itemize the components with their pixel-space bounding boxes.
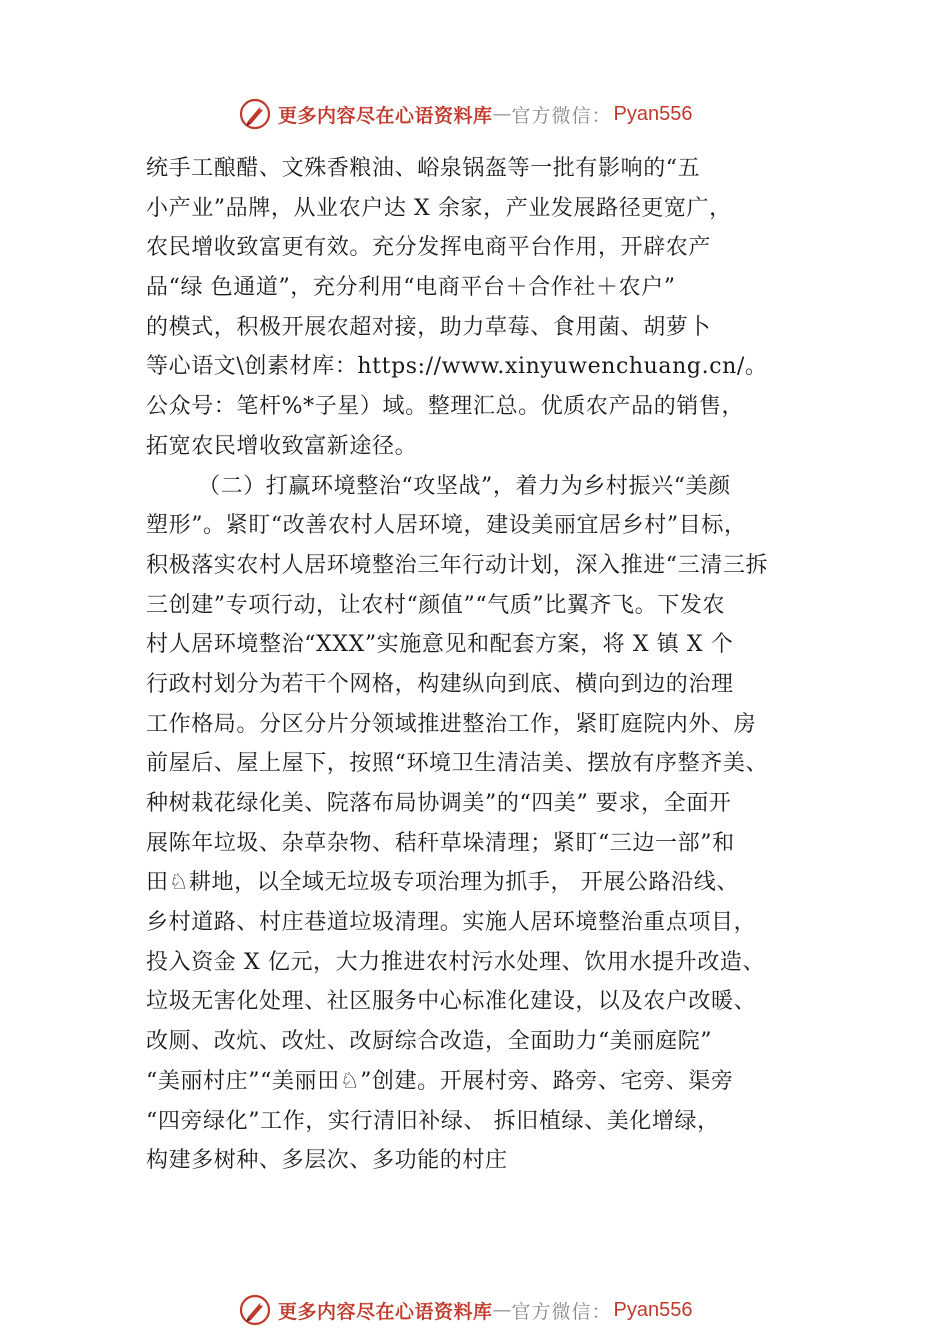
banner-wechat-label: 官方微信： [511,104,612,127]
text-line: “美丽村庄”“美丽田♘”创建。开展村旁、路旁、宅旁、渠旁 [146,1068,734,1094]
text-line: “四旁绿化”工作，实行清旧补绿、 拆旧植绿、美化增绿， [146,1108,720,1134]
text-line: 行政村划分为若干个网格，构建纵向到底、横向到边的治理 [146,671,734,697]
text-line: 小产业”品牌，从业农户达 X 余家，产业发展路径更宽广， [146,195,732,221]
text-line: 垃圾无害化处理、社区服务中心标准化建设，以及农户改暖、 [146,989,757,1015]
text-line: 积极落实农村人居环境整治三年行动计划，深入推进“三清三拆 [146,552,769,578]
footer-banner [238,1292,693,1328]
text-line: 乡村道路、村庄巷道垃圾清理。实施人居环境整治重点项目， [146,910,757,936]
section-heading-line: （二）打赢环境整治“攻坚战”，着力为乡村振兴“美颜 [198,473,731,499]
text-line: 展陈年垃圾、杂草杂物、秸秆草垛清理；紧盯“三边一部”和 [146,830,735,856]
banner-dash: — [492,103,512,125]
document-body [146,149,846,1181]
text-line: 村人居环境整治“XXX”实施意见和配套方案，将 X 镇 X 个 [146,632,734,658]
text-line: 田♘耕地，以全域无垃圾专项治理为抓手， 开展公路沿线、 [146,870,739,896]
text-line: 种树栽花绿化美、院落布局协调美”的“四美” 要求，全面开 [146,791,732,816]
text-line: 品“绿 色通道”，充分利用“电商平台＋合作社＋农户” [146,275,676,301]
text-line: 拓宽农民增收致富新途径。 [146,433,418,459]
text-line: 的模式，积极开展农超对接，助力草莓、食用菌、胡萝卜 [146,314,712,340]
text-line: 公众号：笔杆%*子星）域。整理汇总。优质农产品的销售， [146,394,745,420]
banner-main-text: 更多内容尽在心语资料库 [278,1300,493,1323]
text-line: 三创建”专项行动，让农村“颜值”“气质”比翼齐飞。下发农 [146,592,726,618]
banner-dash: — [492,1299,512,1321]
text-line: 塑形”。紧盯“改善农村人居环境，建设美丽宜居乡村”目标， [146,513,747,539]
text-line: 等心语文\创素材库：https://www.xinyuwenchuang.cn/。 [146,354,768,380]
text-line: 构建多树种、多层次、多功能的村庄 [146,1148,508,1174]
text-line: 改厕、改炕、改灶、改厨综合改造，全面助力“美丽庭院” [146,1029,713,1055]
pen-nib-logo-icon [238,97,272,131]
text-line: 统手工酿醋、文殊香粮油、峪泉锅盔等一批有影响的“五 [146,156,701,181]
banner-wechat-label: 官方微信： [511,1300,612,1323]
pen-nib-logo-icon [238,1293,272,1327]
banner-main-text: 更多内容尽在心语资料库 [278,104,493,127]
text-line: 投入资金 X 亿元，大力推进农村污水处理、饮用水提升改造、 [146,949,766,975]
text-line: 前屋后、屋上屋下，按照“环境卫生清洁美、摆放有序整齐美、 [146,751,769,777]
text-line: 农民增收致富更有效。充分发挥电商平台作用，开辟农产 [146,235,712,261]
header-banner [238,96,693,132]
text-line: 工作格局。分区分片分领域推进整治工作，紧盯庭院内外、房 [146,711,757,737]
banner-wechat-id: Pyan556 [613,102,693,125]
banner-wechat-id: Pyan556 [613,1298,693,1321]
